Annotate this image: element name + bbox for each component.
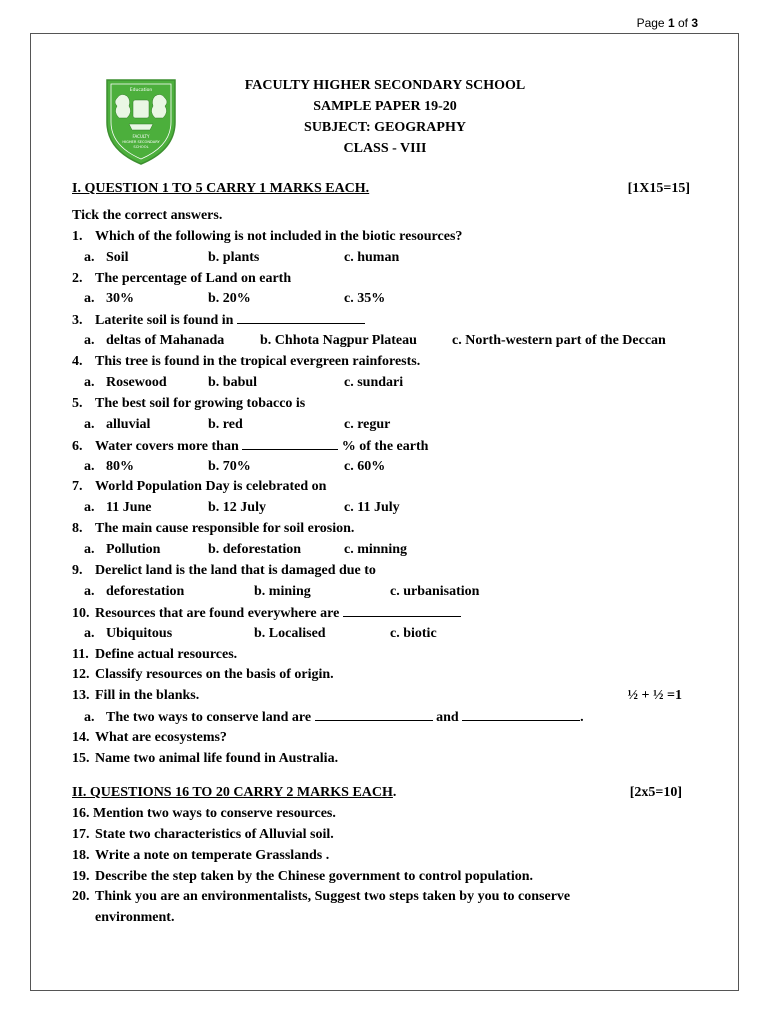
svg-text:SCHOOL: SCHOOL — [133, 145, 149, 149]
answer-blank — [315, 707, 433, 721]
question-16: 16. Mention two ways to conserve resources. — [72, 805, 336, 821]
question-2: 2. The percentage of Land on earth — [72, 270, 292, 286]
section-2-marks: [2x5=10] — [629, 784, 682, 800]
question-18: 18. Write a note on temperate Grasslands . — [72, 847, 330, 863]
question-11: 11. Define actual resources. — [72, 646, 238, 662]
question-19: 19. Describe the step taken by the Chinese government to control population. — [72, 868, 534, 884]
question-14: 14. What are ecosystems? — [72, 730, 227, 746]
question-15: 15. Name two animal life found in Australia. — [72, 751, 339, 767]
question-2-options: a. 30% b. 20% c. 35% — [84, 291, 386, 307]
answer-blank — [237, 310, 365, 324]
question-8-options: a. Pollution b. deforestation c. minning — [84, 542, 408, 558]
question-13-fill-blank: a. The two ways to conserve land are and . — [72, 707, 702, 728]
question-17: 17. State two characteristics of Alluvial soil. — [72, 826, 334, 842]
answer-blank — [462, 707, 580, 721]
question-7: 7. World Population Day is celebrated on — [72, 479, 327, 495]
section-1-marks: [1X15=15] — [627, 181, 690, 196]
question-4-options: a. Rosewood b. babul c. sundari — [84, 375, 404, 391]
question-9: 9. Derelict land is the land that is damaged due to — [72, 563, 376, 579]
question-6: 6. Water covers more than % of the earth — [72, 436, 702, 457]
section-2-heading: II. QUESTIONS 16 TO 20 CARRY 2 MARKS EACH. [2x5=10] — [72, 783, 702, 804]
paper-header — [170, 75, 600, 159]
question-20-continued: environment. — [95, 910, 175, 926]
question-5-options: a. alluvial b. red c. regur — [84, 416, 391, 432]
answer-blank — [242, 436, 338, 450]
page-number: Page 1 of 3 — [636, 16, 698, 30]
class-title: CLASS - VIII — [343, 141, 427, 156]
question-5: 5. The best soil for growing tobacco is — [72, 395, 306, 411]
question-10-options: a. Ubiquitous b. Localised c. biotic — [84, 625, 437, 641]
section-1-heading: I. QUESTION 1 TO 5 CARRY 1 MARKS EACH. [1X15=15] — [72, 179, 702, 200]
answer-blank — [343, 603, 461, 617]
svg-text:FACULTY: FACULTY — [132, 134, 150, 139]
question-7-options: a. 11 June b. 12 July c. 11 July — [84, 500, 400, 516]
question-3-options: a. deltas of Mahanada b. Chhota Nagpur Plateau c. North-western part of the Deccan — [84, 333, 666, 349]
question-1: 1. Which of the following is not included in the biotic resources? — [72, 228, 463, 244]
question-10: 10. Resources that are found everywhere are — [72, 603, 702, 624]
svg-text:HIGHER SECONDARY: HIGHER SECONDARY — [122, 140, 160, 144]
question-20: 20. Think you are an environmentalists, Suggest two steps taken by you to conserve — [72, 889, 571, 905]
question-12: 12. Classify resources on the basis of origin. — [72, 667, 334, 683]
school-logo-icon — [103, 74, 179, 166]
paper-title: SAMPLE PAPER 19-20 — [313, 99, 457, 114]
question-6-options: a. 80% b. 70% c. 60% — [84, 458, 386, 474]
svg-text:Education: Education — [129, 88, 153, 93]
question-4: 4. This tree is found in the tropical evergreen rainforests. — [72, 354, 421, 370]
subject-title: SUBJECT: GEOGRAPHY — [304, 120, 466, 135]
question-1-options: a. Soil b. plants c. human — [84, 249, 400, 265]
question-13-marks: ½ + ½ =1 — [627, 688, 682, 704]
question-paper-body — [72, 179, 702, 929]
instruction: Tick the correct answers. — [72, 207, 223, 223]
school-name: FACULTY HIGHER SECONDARY SCHOOL — [244, 78, 526, 93]
question-9-options: a. deforestation b. mining c. urbanisation — [84, 583, 480, 599]
question-13: 13. Fill in the blanks. ½ + ½ =1 — [72, 686, 702, 707]
question-8: 8. The main cause responsible for soil erosion. — [72, 521, 355, 537]
question-3: 3. Laterite soil is found in — [72, 310, 702, 331]
